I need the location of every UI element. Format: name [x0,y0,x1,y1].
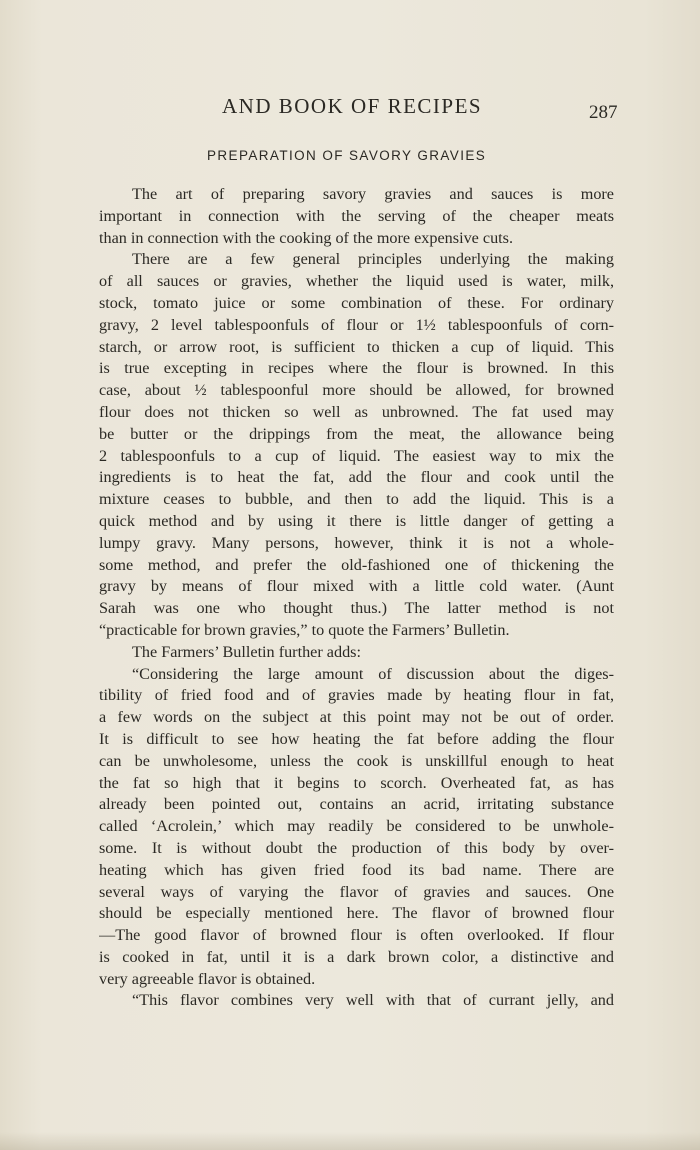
text-line: “Considering the large amount of discussion about the diges- [132,664,614,683]
text-line: quick method and by using it there is little danger of getting a [99,511,614,530]
text-line: of all sauces or gravies, whether the liquid used is water, milk, [99,272,614,291]
text-line: case, about ½ tablespoonful more should be allowed, for browned [99,381,614,400]
text-line: be butter or the drippings from the meat, the allowance being [99,424,614,443]
text-line: “practicable for brown gravies,” to quote the Farmers’ Bulletin. [99,620,510,639]
body-text [99,184,614,1012]
text-line: some. It is without doubt the production of this body by over- [99,838,614,857]
text-line: called ‘Acrolein,’ which may readily be considered to be unwhole- [99,817,614,836]
text-line: ingredients is to heat the fat, add the flour and cook until the [99,468,614,487]
text-line: 2 tablespoonfuls to a cup of liquid. The easiest way to mix the [99,446,614,465]
text-line: should be especially mentioned here. The flavor of browned flour [99,904,614,923]
text-line: It is difficult to see how heating the fat before adding the flour [99,729,614,748]
text-line: “This flavor combines very well with that of currant jelly, and [132,991,614,1010]
text-line: already been pointed out, contains an acrid, irritating substance [99,795,614,814]
text-line: The art of preparing savory gravies and sauces is more [132,185,614,203]
text-line: gravy, 2 level tablespoonfuls of flour or 1½ tablespoonfuls of corn- [99,315,614,334]
text-line: tibility of fried food and of gravies made by heating flour in fat, [99,686,614,705]
text-line: —The good flavor of browned flour is often overlooked. If flour [99,926,614,945]
text-line: starch, or arrow root, is sufficient to thicken a cup of liquid. This [99,337,614,356]
text-line: There are a few general principles underlying the making [132,250,614,269]
text-line: some method, and prefer the old-fashioned one of thickening the [99,555,614,574]
text-line: the fat so high that it begins to scorch. Overheated fat, as has [99,773,614,792]
page-number: 287 [589,102,618,123]
text-line: important in connection with the serving of the cheaper meats [99,206,614,225]
text-line: lumpy gravy. Many persons, however, think it is not a whole- [99,533,614,552]
text-line: flour does not thicken so well as unbrowned. The fat used may [99,402,614,421]
text-line: stock, tomato juice or some combination of these. For ordinary [99,293,614,312]
text-line: a few words on the subject at this point may not be out of order. [99,708,614,727]
section-heading: PREPARATION OF SAVORY GRAVIES [207,148,487,163]
text-line: gravy by means of flour mixed with a little cold water. (Aunt [99,577,614,596]
text-line: mixture ceases to bubble, and then to add the liquid. This is a [99,490,614,509]
text-line: very agreeable flavor is obtained. [99,969,316,988]
text-line: several ways of varying the flavor of gravies and sauces. One [99,882,614,901]
running-head: AND BOOK OF RECIPES [222,94,483,118]
page-edge-shadow [0,1132,700,1150]
text-line: is cooked in fat, until it is a dark brown color, a distinctive and [99,947,614,966]
text-line: than in connection with the cooking of the more expensive cuts. [99,228,514,247]
text-line: The Farmers’ Bulletin further adds: [132,642,361,661]
text-line: heating which has given fried food its bad name. There are [99,860,614,879]
text-line: is true excepting in recipes where the flour is browned. In this [99,359,614,378]
text-line: can be unwholesome, unless the cook is unskillful enough to heat [99,751,614,770]
text-line: Sarah was one who thought thus.) The latter method is not [99,599,614,618]
